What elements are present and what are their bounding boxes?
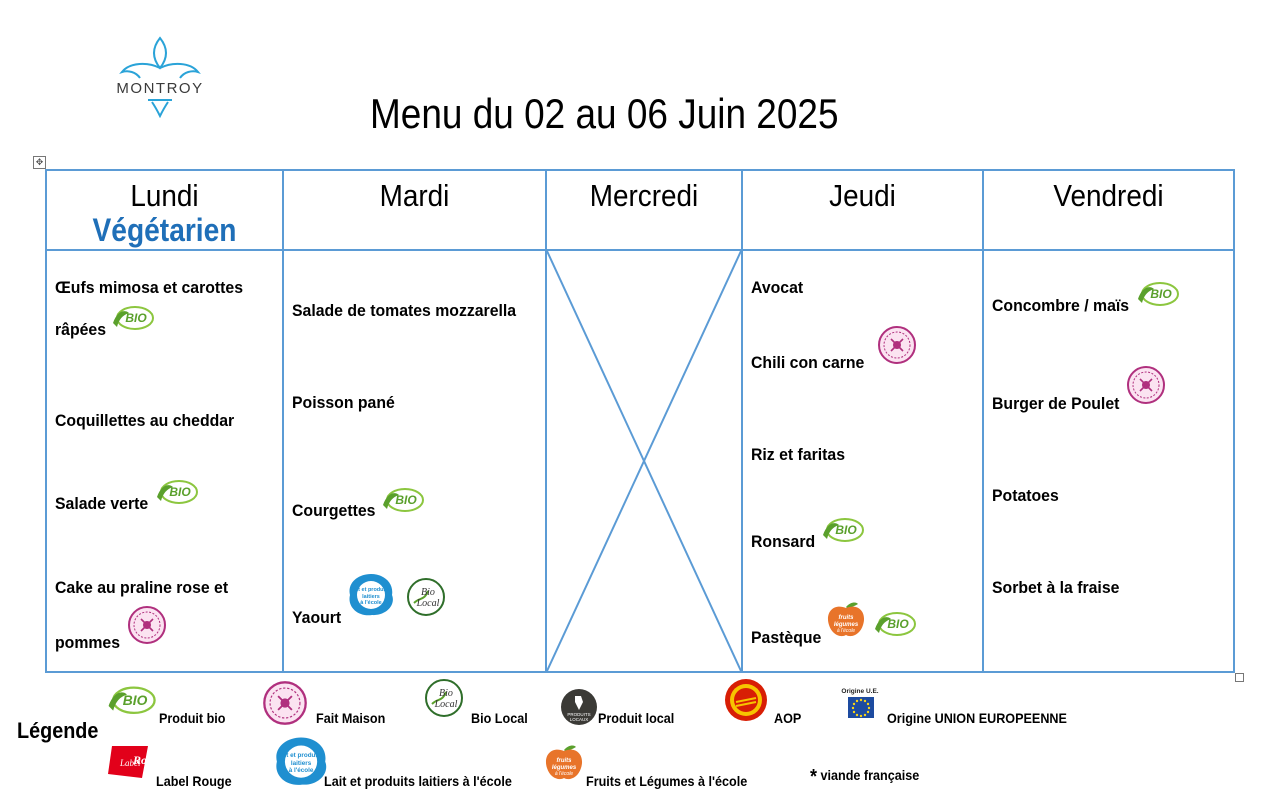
- legend-origine-ue: Origine UNION EUROPEENNE: [887, 710, 1067, 726]
- label-rouge-icon: [106, 744, 154, 785]
- svg-text:Bio: Bio: [439, 688, 453, 699]
- legend-viande-francaise: [810, 766, 919, 789]
- day-name: Mercredi: [589, 178, 699, 213]
- svg-text:à l'école: à l'école: [554, 771, 574, 777]
- bio-local-icon-graphic: [424, 678, 464, 718]
- bio-local-icon-graphic: [406, 577, 446, 617]
- svg-text:BIO: BIO: [125, 311, 147, 325]
- svg-text:lait et produits: lait et produits: [279, 751, 323, 759]
- svg-text:BIO: BIO: [887, 617, 909, 631]
- fait-maison-icon-graphic: [262, 680, 308, 726]
- fait-maison-icon: [127, 605, 167, 650]
- fait-maison-icon-graphic: [1126, 365, 1166, 405]
- lait-ecole-icon-graphic: [270, 734, 332, 789]
- aop-icon-graphic: [718, 678, 774, 722]
- svg-text:Origine U.E.: Origine U.E.: [841, 688, 879, 695]
- svg-text:PRODUITS: PRODUITS: [567, 712, 591, 717]
- fruits-legumes-icon-graphic: [543, 742, 585, 782]
- legend-label-rouge: Label Rouge: [156, 773, 232, 789]
- menu-item: Yaourt: [292, 608, 342, 627]
- day-name: Vendredi: [1053, 178, 1164, 213]
- menu-item: Chili con carne: [751, 353, 865, 372]
- svg-text:BIO: BIO: [395, 493, 417, 507]
- svg-text:à l'école: à l'école: [836, 628, 856, 634]
- svg-text:lait et produits: lait et produits: [352, 587, 390, 593]
- menu-table: [45, 169, 1235, 673]
- svg-text:Local: Local: [434, 699, 458, 710]
- bio-icon: [104, 683, 157, 723]
- menu-item: Riz et faritas: [751, 445, 846, 464]
- svg-text:à l'école: à l'école: [288, 766, 314, 774]
- bio-icon-graphic: [104, 683, 157, 718]
- bio-icon: [871, 609, 917, 644]
- logo-text: MONTROY: [116, 80, 204, 97]
- menu-cell-mercredi: [546, 250, 742, 672]
- svg-text:LOCAUX: LOCAUX: [569, 717, 589, 722]
- header-lundi: [46, 170, 283, 250]
- header-mardi: [283, 170, 546, 250]
- svg-text:fruits: fruits: [838, 615, 854, 621]
- header-jeudi: [742, 170, 983, 250]
- menu-item: râpées: [55, 320, 106, 339]
- menu-cell-vendredi: [983, 250, 1234, 672]
- day-name: Jeudi: [829, 178, 896, 213]
- closed-day-cross: [547, 251, 741, 671]
- menu-item: Cake au praline rose et: [55, 578, 229, 597]
- fait-maison-icon-graphic: [127, 605, 167, 645]
- eu-flag-icon-graphic: [838, 686, 882, 722]
- menu-item: Salade verte: [55, 494, 149, 513]
- table-move-handle[interactable]: ✥: [33, 156, 46, 169]
- produit-local-icon-graphic: [560, 688, 598, 726]
- svg-text:légumes: légumes: [833, 622, 859, 628]
- asterisk-icon: *: [810, 766, 818, 788]
- legend-bio: Produit bio: [159, 710, 226, 726]
- legend-title: Légende: [17, 718, 99, 743]
- menu-item: Avocat: [751, 278, 804, 297]
- legend-fait-maison: Fait Maison: [316, 710, 386, 726]
- bio-icon-graphic: [871, 609, 917, 639]
- svg-text:légumes: légumes: [551, 765, 577, 771]
- page-title: Menu du 02 au 06 Juin 2025: [370, 90, 839, 137]
- menu-cell-jeudi: [742, 250, 983, 672]
- lait-ecole-icon: [344, 571, 398, 624]
- fleur-de-lis-icon: [108, 36, 212, 118]
- legend-lait: Lait et produits laitiers à l'école: [324, 773, 512, 789]
- day-name: Mardi: [379, 178, 450, 213]
- svg-text:Label: Label: [120, 758, 141, 768]
- svg-text:Bio: Bio: [421, 587, 435, 598]
- fruits-legumes-icon: [825, 599, 867, 644]
- produit-local-icon: [560, 688, 598, 731]
- bio-icon-graphic: [1134, 279, 1180, 309]
- fruits-legumes-icon: [543, 742, 585, 787]
- bio-icon-graphic: [379, 485, 425, 515]
- svg-text:laitiers: laitiers: [290, 760, 312, 768]
- menu-item: pommes: [55, 633, 121, 652]
- day-name: Lundi: [130, 178, 199, 213]
- header-vendredi: [983, 170, 1234, 250]
- svg-text:BIO: BIO: [1150, 287, 1172, 301]
- svg-text:à l'école: à l'école: [360, 600, 382, 606]
- menu-item: Coquillettes au cheddar: [55, 411, 235, 430]
- menu-item: Poisson pané: [292, 393, 395, 412]
- montroy-logo: [108, 36, 212, 118]
- fruits-legumes-icon-graphic: [825, 599, 867, 639]
- menu-item: Burger de Poulet: [992, 394, 1120, 413]
- menu-item: Concombre / maïs: [992, 296, 1130, 315]
- svg-text:laitiers: laitiers: [362, 594, 380, 600]
- svg-text:Rouge: Rou: [133, 753, 154, 767]
- menu-cell-mardi: [283, 250, 546, 672]
- legend-produit-local: Produit local: [598, 710, 675, 726]
- legend-aop: AOP: [774, 710, 802, 726]
- legend-fruits: Fruits et Légumes à l'école: [586, 773, 748, 789]
- bio-icon: [379, 485, 425, 520]
- bio-icon: [819, 515, 865, 550]
- menu-item: Œufs mimosa et carottes: [55, 278, 244, 297]
- menu-item: Sorbet à la fraise: [992, 578, 1120, 597]
- svg-text:BIO: BIO: [169, 485, 191, 499]
- vegetarian-label: Végétarien: [92, 212, 237, 248]
- bio-local-icon: [424, 678, 464, 723]
- svg-text:BIO: BIO: [122, 692, 148, 708]
- bio-icon-graphic: [109, 303, 155, 333]
- lait-ecole-icon-graphic: [344, 571, 398, 619]
- menu-item: Ronsard: [751, 532, 816, 551]
- header-mercredi: [546, 170, 742, 250]
- label-rouge-icon-graphic: [106, 744, 154, 780]
- legend-viande-label: viande française: [820, 767, 920, 783]
- lait-ecole-icon: [270, 734, 332, 794]
- legend-bio-local: Bio Local: [471, 710, 528, 726]
- bio-icon: [1134, 279, 1180, 314]
- svg-text:fruits: fruits: [556, 758, 572, 764]
- fait-maison-icon-graphic: [877, 325, 917, 365]
- menu-item: Potatoes: [992, 486, 1059, 505]
- eu-flag-icon: [838, 686, 882, 727]
- bio-local-icon: [406, 577, 446, 622]
- bio-icon-graphic: [819, 515, 865, 545]
- menu-item: Courgettes: [292, 501, 376, 520]
- bio-icon: [109, 303, 155, 338]
- fait-maison-icon: [877, 325, 917, 370]
- aop-icon: [718, 678, 774, 727]
- menu-cell-lundi: [46, 250, 283, 672]
- table-resize-handle[interactable]: [1235, 673, 1244, 682]
- bio-icon-graphic: [153, 477, 199, 507]
- bio-icon: [153, 477, 199, 512]
- menu-item: Pastèque: [751, 628, 822, 647]
- fait-maison-icon: [1126, 365, 1166, 410]
- menu-item: Salade de tomates mozzarella: [292, 301, 517, 320]
- svg-text:BIO: BIO: [835, 523, 857, 537]
- svg-text:Local: Local: [416, 598, 440, 609]
- fait-maison-icon: [262, 680, 308, 731]
